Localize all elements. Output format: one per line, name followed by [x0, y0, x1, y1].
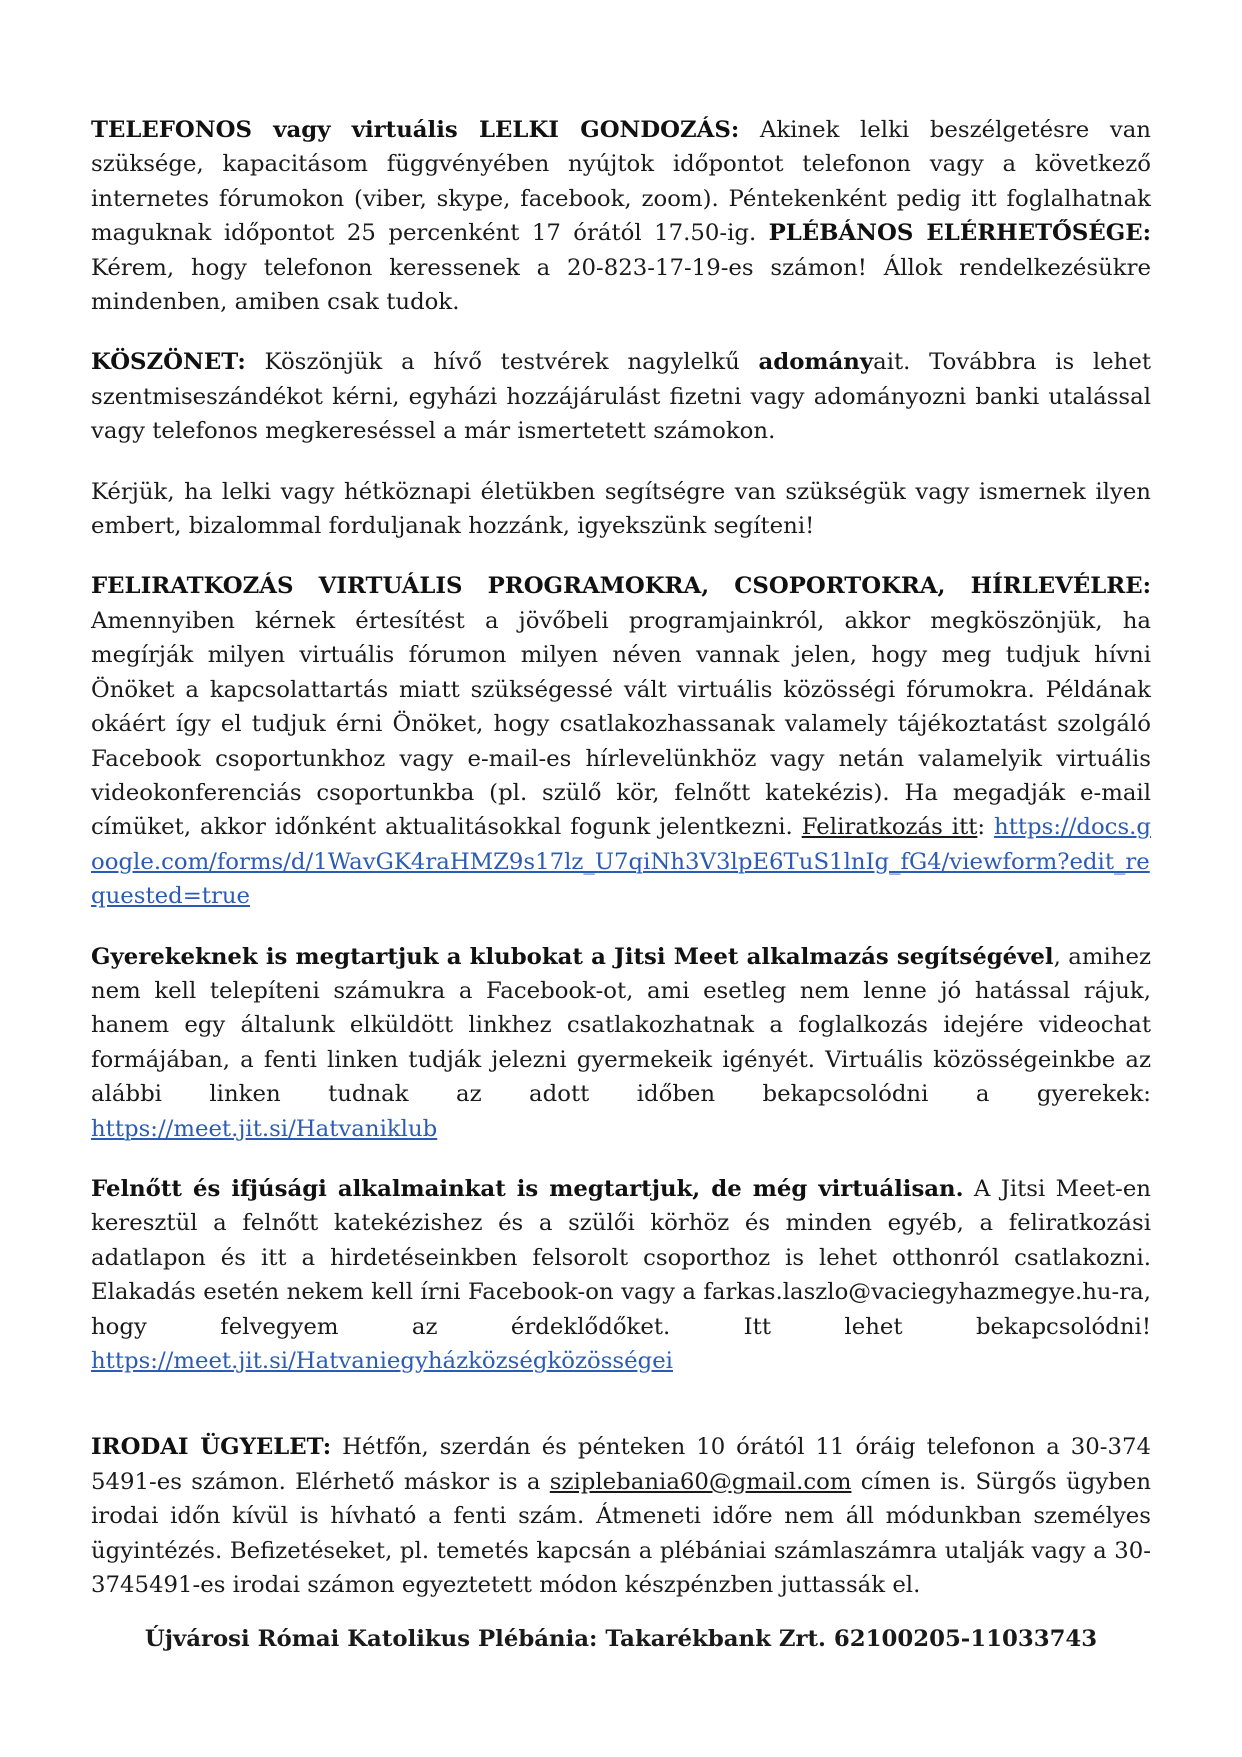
parish-priest-contact-text: Kérem, hogy telefonon keressenek a 20-823-17-19-es számon! Állok rendelkezésükre mindenben, amiben csak tudok. — [91, 254, 1151, 316]
office-hours-heading: IRODAI ÜGYELET: — [91, 1434, 332, 1461]
thanks-heading: KÖSZÖNET: — [91, 349, 246, 376]
kids-club-paragraph — [91, 940, 1151, 1146]
thanks-text-continued: ait. Továbbra is lehet szentmiseszándékot kérni, egyházi hozzájárulást fizetni vagy adományozni banki utalással vagy telefonos megkereséssel a már ismertetett számokon. — [91, 349, 1151, 445]
donation-word: adomány — [758, 349, 874, 376]
bank-account-footer: Újvárosi Római Katolikus Plébánia: Takarékbank Zrt. 62100205-11033743 — [144, 1626, 1098, 1653]
adult-groups-paragraph — [91, 1172, 1151, 1378]
kids-club-text: , amihez nem kell telepíteni számukra a Facebook-ot, ami esetleg nem lenne jó hatással rájuk, hanem egy általunk elküldött linkhez csatlakozhatnak a foglalkozás idejére videochat formájában, a fenti linken tudják jelezni gyermekeik igényét. Virtuális közösségeinkbe az alábbi linken tudnak az adott időben bekapcsolódni a gyerekek: — [91, 943, 1151, 1108]
parish-priest-contact-heading: PLÉBÁNOS ELÉRHETŐSÉGE: — [768, 220, 1151, 247]
signup-form-link[interactable]: https://docs.google.com/forms/d/1WavGK4raHMZ9s17lz_U7qiNh3V3lpE6TuS1lnIg_fG4/viewform?edit_requested=true — [91, 814, 1151, 910]
adult-groups-heading: Felnőtt és ifjúsági alkalmainkat is megtartjuk, de még virtuálisan. — [91, 1175, 964, 1202]
pastoral-care-heading: TELEFONOS vagy virtuális LELKI GONDOZÁS: — [91, 117, 740, 143]
pastoral-care-paragraph — [91, 113, 1151, 319]
help-paragraph — [91, 475, 1151, 544]
office-hours-text: Hétfőn, szerdán és pénteken 10 órától 11 óráig telefonon a 30-374 5491-es számon. Elérhető máskor is a — [91, 1434, 1151, 1495]
office-email-link[interactable]: sziplebania60@gmail.com — [549, 1468, 852, 1495]
kids-club-link[interactable]: https://meet.jit.si/Hatvaniklub — [91, 1115, 438, 1142]
document-page — [91, 113, 1151, 1657]
thanks-text: Köszönjük a hívő testvérek nagylelkű — [245, 349, 759, 376]
pastoral-care-text: Akinek lelki beszélgetésre van szüksége, kapacitásom függvényében nyújtok időpontot telefonon vagy a következő internetes fórumokon (viber, skype, facebook, zoom). Péntekenként pedig itt foglalhatnak maguknak időpontot 25 percenként 17 órától 17.50-ig. — [91, 117, 1151, 247]
office-hours-text-continued: címen is. Sürgős ügyben irodai időn kívül is hívható a fenti szám. Átmeneti időre nem áll módunkban személyes ügyintézés. Befizetéseket, pl. temetés kapcsán a plébániai számlaszámra utalják vagy a 30-3745491-es irodai számon egyeztetett módon készpénzben juttassák el. — [91, 1468, 1151, 1599]
office-hours-paragraph — [91, 1430, 1151, 1602]
signup-here-label: Feliratkozás itt — [801, 814, 978, 841]
kids-club-heading: Gyerekeknek is megtartjuk a klubokat a Jitsi Meet alkalmazás segítségével — [91, 943, 1054, 970]
signup-colon: : — [977, 814, 986, 841]
adult-groups-link[interactable]: https://meet.jit.si/Hatvaniegyházközségközösségei — [91, 1348, 673, 1374]
help-text: Kérjük, ha lelki vagy hétköznapi életükben segítségre van szükségük vagy ismernek ilyen embert, bizalommal forduljanak hozzánk, igyekszünk segíteni! — [91, 478, 1151, 540]
adult-groups-text: A Jitsi Meet-en keresztül a felnőtt katekézishez és a szülői körhöz és minden egyéb, a feliratkozási adatlapon és itt a hirdetéseinkben felsorolt csoporthoz is lehet otthonról csatlakozni. Elakadás esetén nekem kell írni Facebook-on vagy a farkas.laszlo@vaciegyhazmegye.hu-ra, hogy felvegyem az érdeklődőket. Itt lehet bekapcsolódni! — [91, 1175, 1151, 1340]
thanks-paragraph — [91, 345, 1151, 448]
signup-paragraph — [91, 569, 1151, 913]
signup-heading: FELIRATKOZÁS VIRTUÁLIS PROGRAMOKRA, CSOPORTOKRA, HÍRLEVÉLRE: — [91, 573, 1151, 600]
signup-text: Amennyiben kérnek értesítést a jövőbeli programjainkról, akkor megköszönjük, ha megírják milyen virtuális fórumon milyen néven vannak jelen, hogy meg tudjuk hívni Önöket a kapcsolattartás miatt szükségessé vált virtuális közösségi fórumokra. Példának okáért így el tudjuk érni Önöket, hogy csatlakozhassanak valamely tájékoztatást szolgáló Facebook csoportunkhoz vagy e-mail-es hírlevelünkhöz vagy netán valamelyik virtuális videokonferenciás csoportunkba (pl. szülő kör, felnőtt katekézis). Ha megadják e-mail címüket, akkor időnként aktualitásokkal fogunk jelentkezni. — [91, 607, 1151, 841]
